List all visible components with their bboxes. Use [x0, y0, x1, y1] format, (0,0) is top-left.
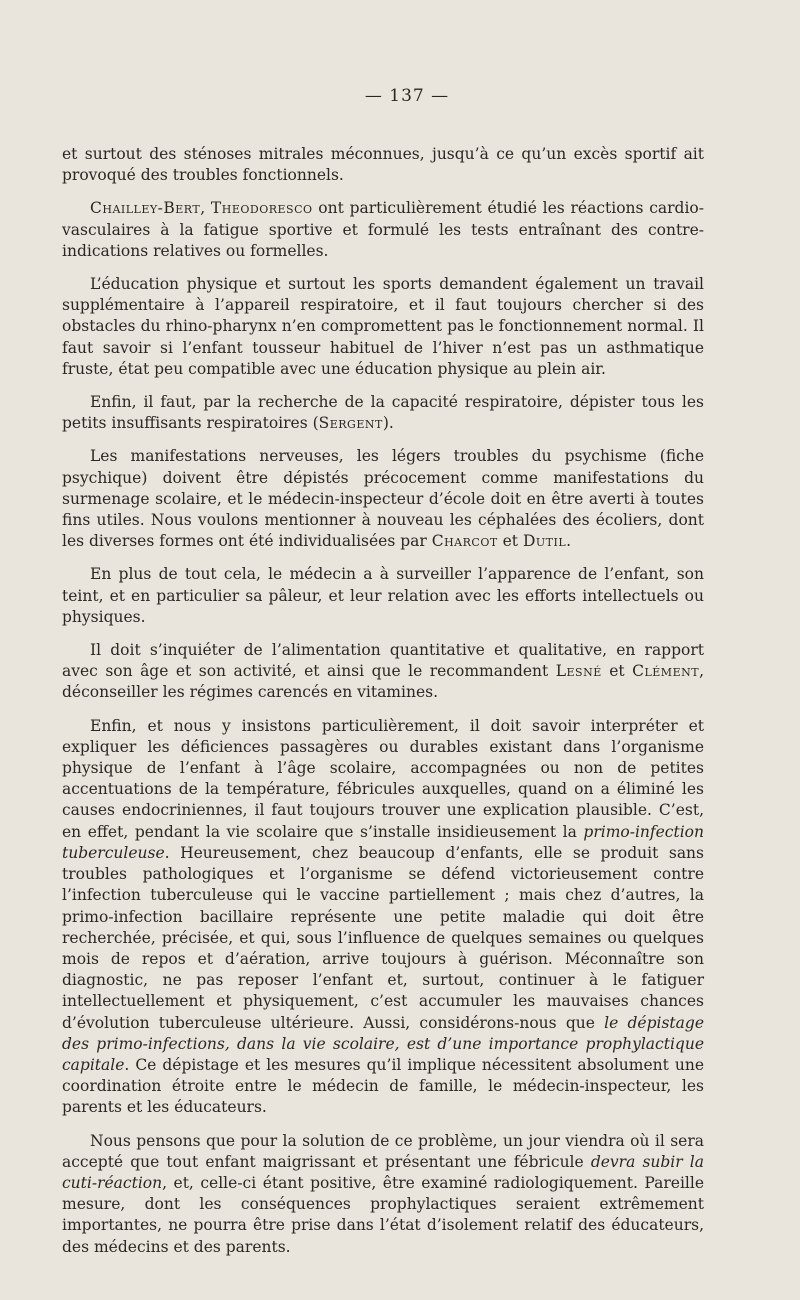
paragraph-text: . Heureusement, chez beaucoup d’enfants, elle se produit sans troubles pathologiques et l’organisme se défend victorieusement contre l’infection tuberculeuse qui le vaccine partiellement ; mais chez d’autres, la primo-infection bacillaire représente une petite maladie qui doit être recherchée, précisée, et qui, sous l’influence de quelques semaines ou quelques mois de repos et d’aération, arrive toujours à guérison. Méconnaître son diagnostic, ne pas reposer l’enfant et, surtout, continuer à le fatiguer intellectuellement et physiquement, c’est accumuler les mauvaises chances d’évolution tuberculeuse ultérieure. Aussi, considérons-nous que [62, 843, 704, 1032]
paragraph-7 [62, 640, 704, 704]
italic-term: primo-infection tuberculeuse [62, 822, 704, 862]
paragraph-text: , et, celle-ci étant positive, être examiné radiologiquement. Pareille mesure, dont les conséquences prophylactiques seraient extrêmement importantes, ne pourra être prise dans l’état d’isolement relatif des éducateurs, des médecins et des parents. [62, 1173, 704, 1256]
page-number: — 137 — [364, 86, 450, 106]
paragraph-text: Il doit s’inquiéter de l’alimentation quantitative et qualitative, en rapport avec son âge et son activité, et ainsi que le recommandent [62, 641, 704, 681]
author-name: Dutil [522, 532, 567, 551]
paragraph-4 [62, 392, 704, 434]
separator-text: , [200, 199, 211, 218]
author-name: Sergent [318, 414, 383, 433]
paragraph-text: Les manifestations nerveuses, les légers troubles du psychisme (fiche psychique) doivent être dépistés précocement comme manifestations du surmenage scolaire, et le médecin-inspecteur d’école doit en être averti à toutes fins utiles. Nous voulons mentionner à nouveau les céphalées des écoliers, dont les diverses formes ont été individualisées par [62, 447, 704, 551]
paragraph-3: L’éducation physique et surtout les sports demandent également un travail supplémentaire à l’appareil respiratoire, et il faut toujours chercher si des obstacles du rhino-pharynx n’en compromettent pas le fonctionnement normal. Il faut savoir si l’enfant tousseur habituel de l’hiver n’est pas un asthmatique fruste, état peu compatible avec une éducation physique au plein air. [62, 275, 704, 378]
italic-term: devra subir la cuti-réaction [62, 1152, 704, 1192]
paragraph-6: En plus de tout cela, le médecin a à surveiller l’apparence de l’enfant, son teint, et en particulier sa pâleur, et leur relation avec les efforts intellectuels ou physiques. [62, 565, 704, 626]
paragraph-text: Enfin, il faut, par la recherche de la capacité respiratoire, dépister tous les petits insuffisants respiratoires ( [62, 393, 704, 433]
paragraph-text: ont particulièrement étudié les réactions cardio-vasculaires à la fatigue sportive et formulé les tests entraînant des contre-indications relatives ou formelles. [62, 199, 704, 260]
paragraph-text: Nous pensons que pour la solution de ce problème, un jour viendra où il sera accepté que tout enfant maigrissant et présentant une fébricule [62, 1131, 704, 1171]
paragraph-1: et surtout des sténoses mitrales méconnues, jusqu’à ce qu’un excès sportif ait provoqué des troubles fonctionnels. [62, 145, 704, 185]
author-name: Charcot [431, 532, 498, 551]
paragraph-9 [62, 1131, 704, 1258]
paragraph-text: . Ce dépistage et les mesures qu’il implique nécessitent absolument une coordination étroite entre le médecin de famille, le médecin-inspecteur, les parents et les éducateurs. [62, 1055, 704, 1117]
author-name: Chailley-Bert [90, 199, 201, 218]
author-name: Clément [632, 662, 700, 681]
author-name: Theodoresco [210, 199, 313, 218]
page-body [62, 144, 704, 1258]
conjunction-text: et [601, 662, 633, 681]
paragraph-text: Enfin, et nous y insistons particulièrement, il doit savoir interpréter et expliquer les déficiences passagères ou durables existant dans l’organisme physique de l’enfant à l’âge scolaire, accompagnées ou non de petites accentuations de la température, fébricules auxquelles, quand on a éliminé les causes endocriniennes, il faut toujours trouver une explication plausible. C’est, en effet, pendant la vie scolaire que s’installe insidieusement la [62, 716, 704, 841]
author-name: Lesné [555, 662, 602, 681]
paragraph-2 [62, 198, 704, 262]
paragraph-text: . [566, 532, 572, 551]
paragraph-text: , déconseiller les régimes carencés en vitamines. [62, 662, 704, 702]
paragraph-5 [62, 446, 704, 552]
italic-statement: le dépistage des primo-infections, dans la vie scolaire, est d’une importance prophylactique capitale [62, 1013, 704, 1074]
paragraph-text: ). [382, 414, 394, 433]
paragraph-8 [62, 716, 704, 1119]
conjunction-text: et [497, 532, 523, 551]
